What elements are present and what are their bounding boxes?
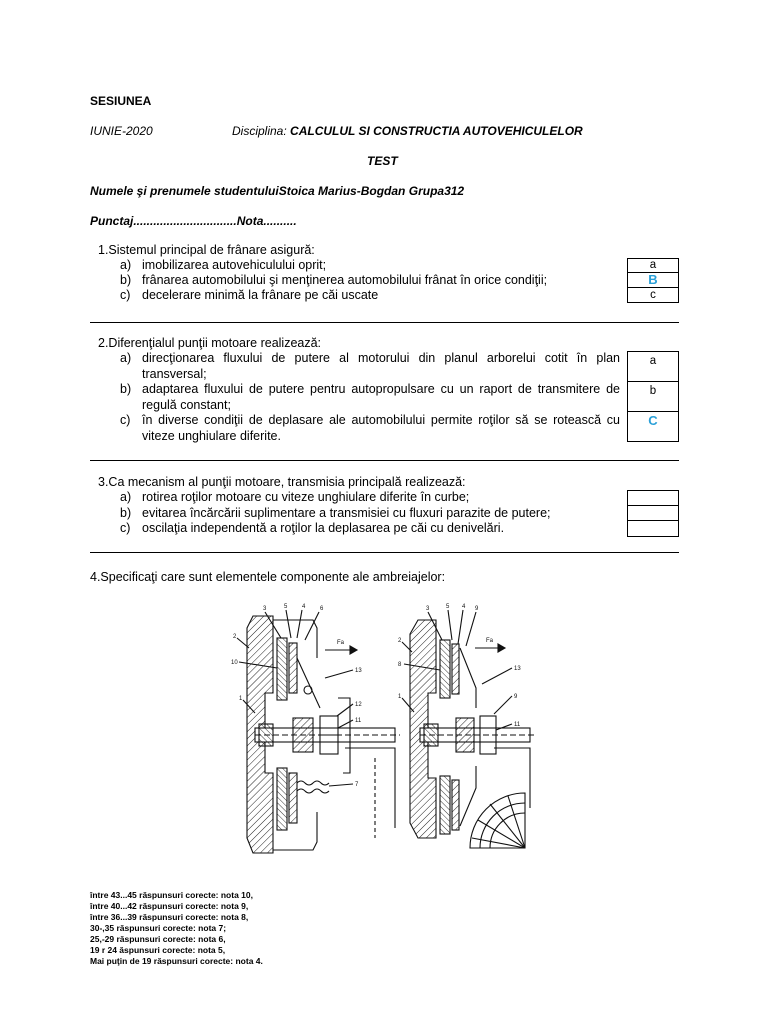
q1-option-c: decelerare minimă la frânare pe căi uscate bbox=[142, 288, 379, 302]
discipline-line bbox=[232, 124, 583, 138]
divider bbox=[90, 460, 679, 461]
svg-text:3: 3 bbox=[426, 606, 430, 612]
svg-text:Fa: Fa bbox=[337, 640, 345, 646]
q1-answer-c[interactable]: c bbox=[627, 287, 679, 303]
svg-text:4: 4 bbox=[302, 604, 306, 610]
score-line: Punctaj...............................Nota.......... bbox=[90, 214, 297, 228]
q2-answer-c[interactable]: C bbox=[627, 411, 679, 442]
question-2: 2.Diferenţialul punţii motoare realizează: bbox=[98, 336, 322, 350]
q1-answer-a[interactable]: a bbox=[627, 258, 679, 273]
q2-option-c: în diverse condiţii de deplasare ale automobilului permite roţilor să se rotească cu viteze unghiulare diferite. bbox=[142, 413, 620, 443]
svg-text:5: 5 bbox=[284, 604, 288, 610]
student-line bbox=[90, 184, 464, 198]
session-title: SESIUNEA bbox=[90, 94, 152, 108]
clutch-diagram bbox=[225, 598, 535, 872]
svg-text:13: 13 bbox=[355, 668, 362, 674]
grading-line: între 36...39 răspunsuri corecte: nota 8, bbox=[90, 912, 249, 922]
q2-option-a: direcţionarea fluxului de putere al motorului din planul arborelui cotit în plan transversal; bbox=[142, 351, 620, 381]
svg-text:10: 10 bbox=[231, 660, 238, 666]
svg-text:11: 11 bbox=[355, 718, 362, 724]
student-label: Numele şi prenumele studentului bbox=[90, 184, 279, 198]
q3-option-a: rotirea roţilor motoare cu viteze unghiulare diferite în curbe; bbox=[142, 490, 470, 504]
discipline-name: CALCULUL SI CONSTRUCTIA AUTOVEHICULELOR bbox=[290, 124, 583, 138]
svg-text:7: 7 bbox=[355, 782, 359, 788]
q1-option-b: frânarea automobilului şi menţinerea automobilului frânat în orice condiţii; bbox=[142, 273, 548, 287]
q1-option-c-letter: c) bbox=[120, 288, 131, 302]
q2-answer-a[interactable]: a bbox=[627, 351, 679, 382]
q3-option-b: evitarea încărcării suplimentare a transmisiei cu fluxuri parazite de putere; bbox=[142, 506, 551, 520]
grading-line: 19 r 24 ăspunsuri corecte: nota 5, bbox=[90, 945, 226, 955]
divider bbox=[90, 552, 679, 553]
q3-answer-c[interactable] bbox=[627, 520, 679, 537]
svg-text:9: 9 bbox=[514, 694, 518, 700]
test-title: TEST bbox=[367, 154, 398, 168]
q1-option-a-letter: a) bbox=[120, 258, 132, 272]
grading-line: 30-,35 răspunsuri corecte: nota 7; bbox=[90, 923, 227, 933]
q3-option-c: oscilaţia independentă a roţilor la deplasarea pe căi cu denivelări. bbox=[142, 521, 505, 535]
svg-text:5: 5 bbox=[446, 604, 450, 610]
svg-text:12: 12 bbox=[355, 702, 362, 708]
q2-option-b: adaptarea fluxului de putere pentru autopropulsare cu un raport de transmitere de regulă constant; bbox=[142, 382, 620, 412]
q2-option-b-letter: b) bbox=[120, 382, 132, 396]
q2-answer-b[interactable]: b bbox=[627, 381, 679, 412]
student-group: Grupa312 bbox=[408, 184, 465, 198]
q3-answer-b[interactable] bbox=[627, 505, 679, 521]
q3-answer-a[interactable] bbox=[627, 490, 679, 506]
svg-text:4: 4 bbox=[462, 604, 466, 610]
divider bbox=[90, 322, 679, 323]
svg-text:2: 2 bbox=[233, 634, 237, 640]
question-3: 3.Ca mecanism al punţii motoare, transmisia principală realizează: bbox=[98, 475, 466, 489]
svg-text:3: 3 bbox=[263, 606, 267, 612]
svg-text:13: 13 bbox=[514, 666, 521, 672]
q3-option-b-letter: b) bbox=[120, 506, 132, 520]
grading-line: 25,-29 răspunsuri corecte: nota 6, bbox=[90, 934, 226, 944]
q2-option-a-letter: a) bbox=[120, 351, 132, 365]
student-name: Stoica Marius-Bogdan bbox=[278, 184, 406, 198]
svg-text:1: 1 bbox=[239, 696, 243, 702]
svg-text:9: 9 bbox=[475, 606, 479, 612]
question-4: 4.Specificaţi care sunt elementele componente ale ambreiajelor: bbox=[90, 570, 446, 584]
svg-text:Fa: Fa bbox=[486, 638, 494, 644]
q3-option-a-letter: a) bbox=[120, 490, 132, 504]
svg-text:2: 2 bbox=[398, 638, 402, 644]
q1-option-b-letter: b) bbox=[120, 273, 132, 287]
discipline-label: Disciplina: bbox=[232, 124, 287, 138]
q1-option-a: imobilizarea autovehiculului oprit; bbox=[142, 258, 327, 272]
session-date: IUNIE-2020 bbox=[90, 124, 153, 138]
grading-line: între 43...45 răspunsuri corecte: nota 10, bbox=[90, 890, 253, 900]
q1-answer-b[interactable]: B bbox=[627, 272, 679, 288]
svg-text:11: 11 bbox=[514, 722, 521, 728]
svg-text:6: 6 bbox=[320, 606, 324, 612]
svg-text:8: 8 bbox=[398, 662, 402, 668]
q3-option-c-letter: c) bbox=[120, 521, 131, 535]
grading-line: Mai puţin de 19 răspunsuri corecte: nota 4. bbox=[90, 956, 263, 966]
question-1: 1.Sistemul principal de frânare asigură: bbox=[98, 243, 315, 257]
svg-text:1: 1 bbox=[398, 694, 402, 700]
grading-line: între 40...42 răspunsuri corecte: nota 9, bbox=[90, 901, 249, 911]
q2-option-c-letter: c) bbox=[120, 413, 131, 427]
